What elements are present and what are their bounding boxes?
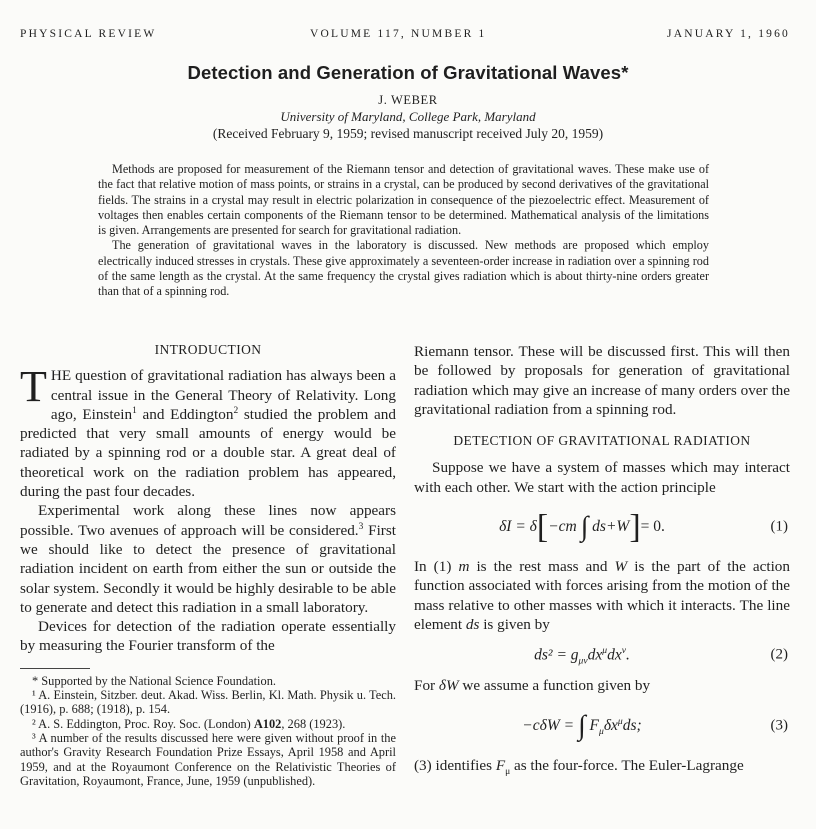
body-paragraph: In (1) m is the rest mass and W is the part of the action function associated with forces arising from the motion of the mass relative to other masses with which it interacts. The line element ds is given by	[414, 558, 790, 633]
right-column	[414, 342, 790, 775]
author-affiliation: University of Maryland, College Park, Maryland	[280, 109, 536, 124]
body-paragraph: For δW we assume a function given by	[414, 677, 651, 695]
abstract	[98, 162, 709, 300]
journal-name: PHYSICAL REVIEW	[20, 28, 157, 40]
intro-paragraph: Experimental work along these lines now appears possible. Two avenues of approach will be considered.$^3$ First we should like to detect the presence of gravitational radiation incident on earth from either the sun or outside the solar system. Secondly it would be highly desirable to be able to generate and detect this radiation in a small laboratory.	[20, 502, 396, 616]
equation-body: −cδW = ∫ $F_\mu\delta x^\mu ds$;	[522, 710, 642, 742]
reference-marker[interactable]: 2	[233, 405, 239, 416]
left-column	[20, 340, 396, 788]
equation-2	[414, 640, 790, 670]
footnotes	[20, 674, 396, 788]
body-paragraph: (3) identifies $F_\mu$ as the four-force. The Euler-Lagrange	[414, 756, 744, 777]
equation-body: δI = δ[−cm ∫ ds+W]= 0.	[499, 508, 665, 546]
footnote: ² A. S. Eddington, Proc. Roy. Soc. (London) A102, 268 (1923).	[32, 716, 346, 731]
equation-body: $ds^2 = g_{\mu\nu}dx^\mu dx^\nu$.	[534, 645, 630, 667]
intro-paragraph: Devices for detection of the radiation operate essentially by measuring the Fourier transform of the	[20, 618, 396, 655]
running-head	[20, 28, 790, 44]
intro-paragraph: THE question of gravitational radiation has always been a central issue in the General Theory of Relativity. Long ago, Einstein$^1$ and Eddington$^2$ studied the problem and predicted that very small amounts of energy would be radiated by a spinning rod or a double star. A great deal of theoretical work on the radiation problem has appeared, during the past four decades.	[20, 362, 396, 501]
equation-number: (3)	[770, 716, 788, 733]
author-name: J. WEBER	[378, 93, 438, 107]
section-heading-detection: DETECTION OF GRAVITATIONAL RADIATION	[453, 433, 751, 449]
footnote: * Supported by the National Science Foundation.	[32, 673, 276, 688]
footnote-divider	[20, 668, 90, 669]
equation-1	[414, 503, 790, 551]
volume-number: VOLUME 117, NUMBER 1	[310, 28, 487, 40]
drop-cap: T	[20, 362, 47, 412]
footnote: ³ A number of the results discussed here were given without proof in the author's Gravity Research Foundation Prize Essays, April 1958 and April 1959, and at the Royaumont Conference on the Relativistic Theories of Gravitation, Royaumont, France, June, 1959 (unpublished).	[20, 730, 396, 788]
abstract-paragraph: The generation of gravitational waves in the laboratory is discussed. New methods are proposed which employ electrically induced stresses in crystals. These give approximately a seventeen-order increase in radiation over a spinning rod of the same length as the crystal. At the same frequency the crystal gives radiation which is about thirty-nine orders greater than that of a spinning rod.	[98, 238, 709, 299]
section-heading-introduction: INTRODUCTION	[154, 342, 262, 357]
paper-title: Detection and Generation of Gravitational Waves*	[187, 62, 629, 83]
abstract-paragraph: Methods are proposed for measurement of the Riemann tensor and detection of gravitational waves. These make use of the fact that relative motion of mass points, or strains in a crystal, can be produced by second derivatives of the gravitational fields. The strains in a crystal may result in electric polarization in consequence of the piezoelectric effect. Measurement of voltages then enables certain components of the Riemann tensor to be determined. Mathematical analysis of the limitations is given. Arrangements are presented for search for gravitational radiation.	[98, 162, 709, 238]
equation-number: (2)	[770, 646, 788, 663]
reference-marker[interactable]: 3	[358, 521, 364, 532]
body-paragraph: Riemann tensor. These will be discussed first. This will then be followed by proposals for generation of gravitational radiation which may give an increase of many orders over the gravitational radiation from a spinning rod.	[414, 343, 790, 418]
received-dates: (Received February 9, 1959; revised manuscript received July 20, 1959)	[212, 126, 604, 141]
reference-marker[interactable]: 1	[132, 405, 137, 416]
footnote: ¹ A. Einstein, Sitzber. deut. Akad. Wiss. Berlin, Kl. Math. Physik u. Tech. (1916), p. 688; (1918), p. 154.	[20, 688, 396, 717]
body-paragraph: Suppose we have a system of masses which may interact with each other. We start with the action principle	[414, 459, 790, 496]
equation-3	[414, 702, 790, 750]
issue-date: JANUARY 1, 1960	[667, 28, 790, 40]
equation-number: (1)	[770, 518, 788, 535]
